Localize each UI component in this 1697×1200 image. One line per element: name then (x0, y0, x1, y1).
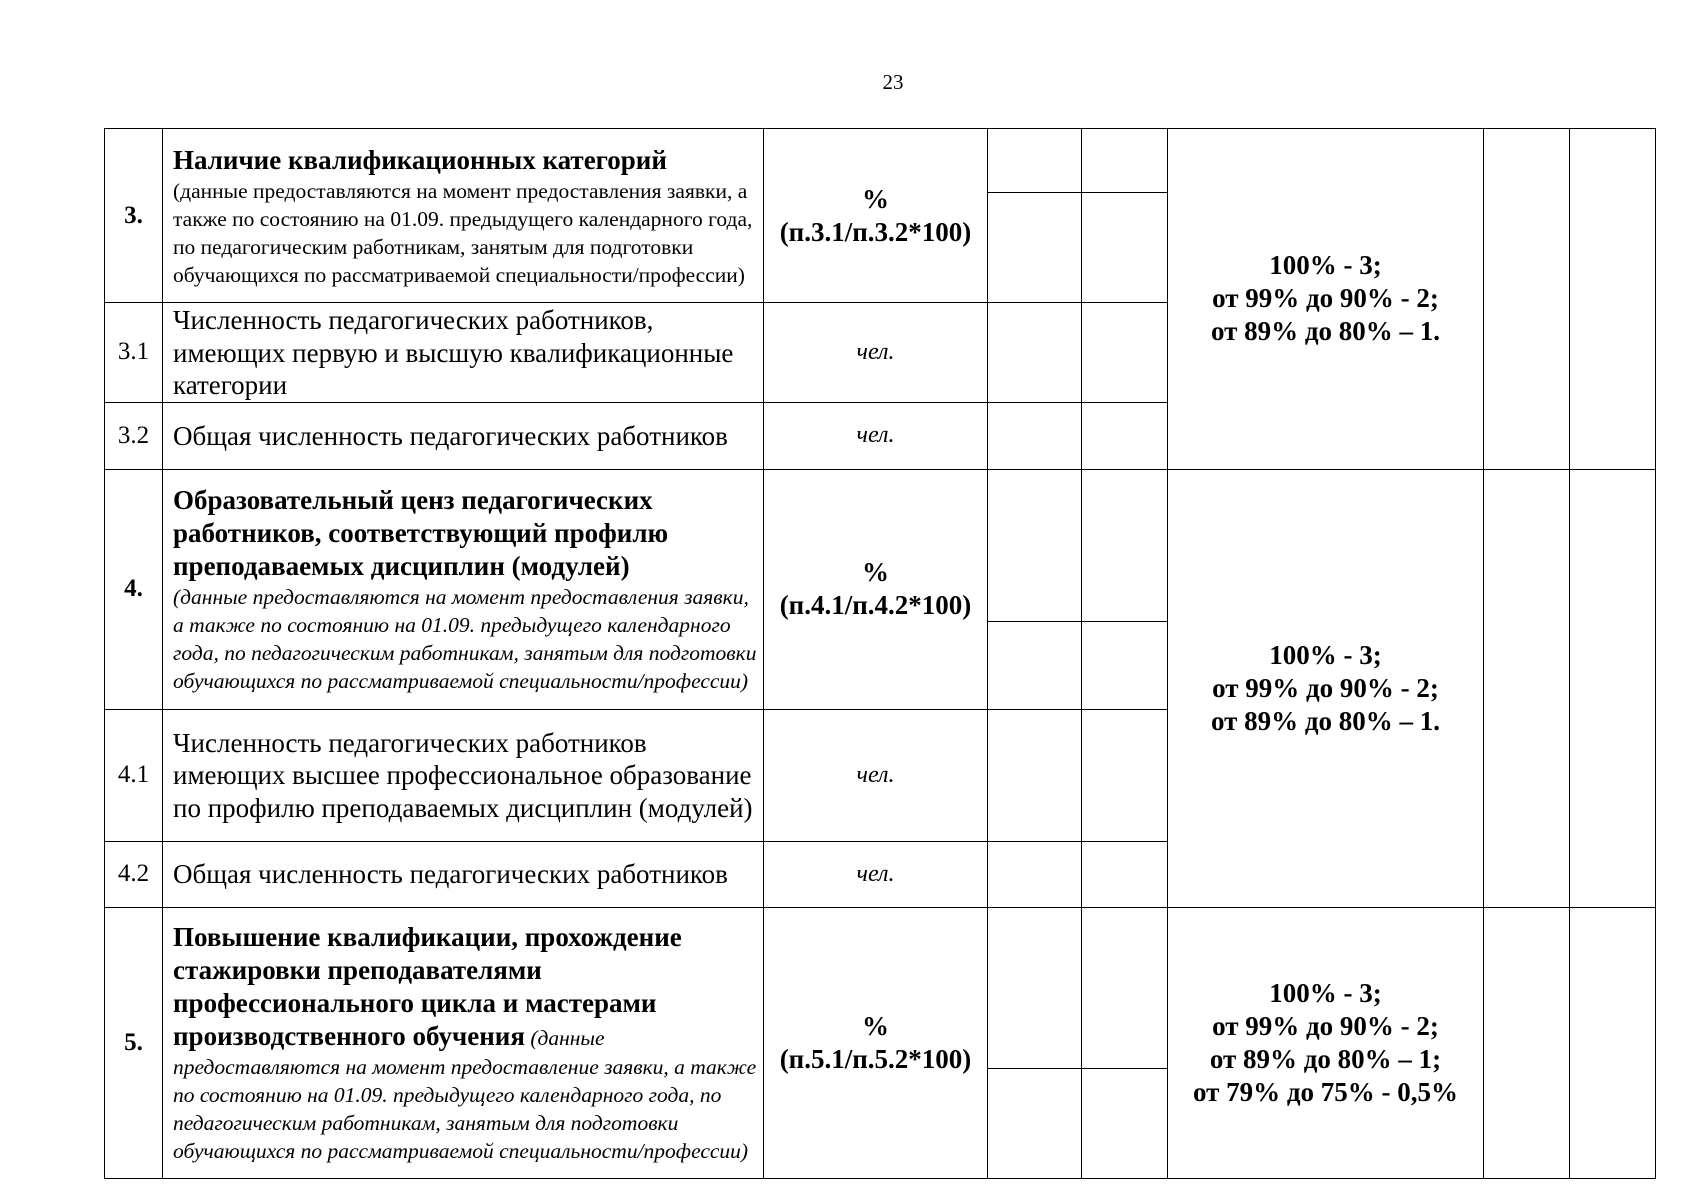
score-line: от 99% до 90% - 2; (1212, 672, 1439, 703)
score-line: 100% - 3; (1269, 639, 1382, 670)
unit-formula-cell (764, 907, 988, 1178)
criterion-cell (163, 841, 764, 907)
value-cell[interactable] (988, 709, 1082, 841)
row-number: 4. (105, 469, 163, 709)
value-cell[interactable] (988, 193, 1082, 303)
row-number: 3.2 (105, 402, 163, 469)
value-cell[interactable] (988, 129, 1082, 193)
result-cell[interactable] (1484, 469, 1570, 907)
row-number: 4.1 (105, 709, 163, 841)
unit-cell: чел. (764, 402, 988, 469)
result-cell[interactable] (1484, 129, 1570, 470)
value-cell[interactable] (1082, 907, 1168, 1068)
unit-formula-cell (764, 129, 988, 303)
criterion-title: Повышение квалификации, прохождение стажировки преподавателями профессионального цикла и мастерами производственного обучения (173, 922, 682, 1051)
criterion-text: Общая численность педагогических работников (173, 859, 728, 890)
criterion-note: (данные предоставляются на момент предоставления заявки, а также по состоянию на 01.09. предыдущего календарного года, по педагогическим работникам, занятым для подготовки обучающихся по рассматриваемой специальности/профессии) (173, 585, 757, 693)
score-line: 100% - 3; (1269, 250, 1382, 281)
value-cell[interactable] (1082, 709, 1168, 841)
unit-symbol: % (862, 1010, 889, 1041)
criterion-title: Наличие квалификационных категорий (173, 144, 667, 175)
value-cell[interactable] (988, 303, 1082, 403)
criterion-cell (163, 129, 764, 303)
value-cell[interactable] (1082, 1068, 1168, 1178)
scoring-cell (1168, 907, 1484, 1178)
unit-formula: (п.5.1/п.5.2*100) (779, 1043, 972, 1074)
unit-cell: чел. (764, 303, 988, 403)
score-line: от 89% до 80% – 1. (1210, 316, 1441, 347)
value-cell[interactable] (1082, 193, 1168, 303)
value-cell[interactable] (988, 402, 1082, 469)
value-cell[interactable] (1082, 402, 1168, 469)
criterion-text: Общая численность педагогических работников (173, 420, 728, 451)
unit-cell: чел. (764, 709, 988, 841)
page-number: 23 (882, 70, 904, 94)
value-cell[interactable] (1082, 841, 1168, 907)
criterion-cell (163, 907, 764, 1178)
value-cell[interactable] (1082, 621, 1168, 709)
criterion-title: Образовательный ценз педагогических работников, соответствующий профилю преподаваемых дисциплин (модулей) (173, 485, 669, 581)
table-row (105, 129, 1656, 193)
score-line: от 79% до 75% - 0,5% (1192, 1076, 1459, 1107)
criterion-cell (163, 402, 764, 469)
result-cell[interactable] (1484, 907, 1570, 1178)
unit-symbol: % (862, 557, 889, 587)
row-number: 3.1 (105, 303, 163, 403)
unit-symbol: % (862, 183, 889, 214)
criterion-cell (163, 709, 764, 841)
criterion-note: (данные предоставляются на момент предоставление заявки, а также по состоянию на 01.09. предыдущего календарного года, по педагогическим работникам, занятым для подготовки обучающихся по рассматриваемой специальности/профессии) (173, 1026, 757, 1163)
value-cell[interactable] (988, 1068, 1082, 1178)
unit-formula: (п.3.1/п.3.2*100) (779, 216, 972, 247)
criterion-note: (данные предоставляются на момент предоставления заявки, а также по состоянию на 01.09. предыдущего календарного года, по педагогическим работникам, занятым для подготовки обучающихся по рассматриваемой специальности/профессии) (173, 178, 753, 287)
value-cell[interactable] (988, 841, 1082, 907)
score-line: от 89% до 80% – 1. (1210, 705, 1441, 736)
row-number: 4.2 (105, 841, 163, 907)
score-line: от 99% до 90% - 2; (1212, 1010, 1439, 1041)
result-cell[interactable] (1570, 469, 1656, 907)
score-line: 100% - 3; (1269, 977, 1382, 1008)
value-cell[interactable] (1082, 469, 1168, 621)
row-number: 5. (105, 907, 163, 1178)
scoring-cell (1168, 469, 1484, 907)
result-cell[interactable] (1570, 129, 1656, 470)
row-number: 3. (105, 129, 163, 303)
criterion-cell (163, 469, 764, 709)
unit-formula-cell (764, 469, 988, 709)
result-cell[interactable] (1570, 907, 1656, 1178)
value-cell[interactable] (988, 469, 1082, 621)
unit-cell: чел. (764, 841, 988, 907)
value-cell[interactable] (1082, 129, 1168, 193)
criterion-text: Численность педагогических работников, имеющих первую и высшую квалификационные категории (173, 305, 734, 400)
table-row (105, 907, 1656, 1068)
score-line: от 89% до 80% – 1; (1209, 1043, 1442, 1074)
criteria-table (104, 128, 1656, 1179)
score-line: от 99% до 90% - 2; (1212, 283, 1439, 314)
value-cell[interactable] (988, 907, 1082, 1068)
criterion-text: Численность педагогических работников имеющих высшее профессиональное образование по профилю преподаваемых дисциплин (модулей) (173, 727, 753, 823)
value-cell[interactable] (1082, 303, 1168, 403)
unit-formula: (п.4.1/п.4.2*100) (779, 590, 972, 620)
criterion-cell (163, 303, 764, 403)
table-row (105, 469, 1656, 621)
scoring-cell (1168, 129, 1484, 470)
value-cell[interactable] (988, 621, 1082, 709)
